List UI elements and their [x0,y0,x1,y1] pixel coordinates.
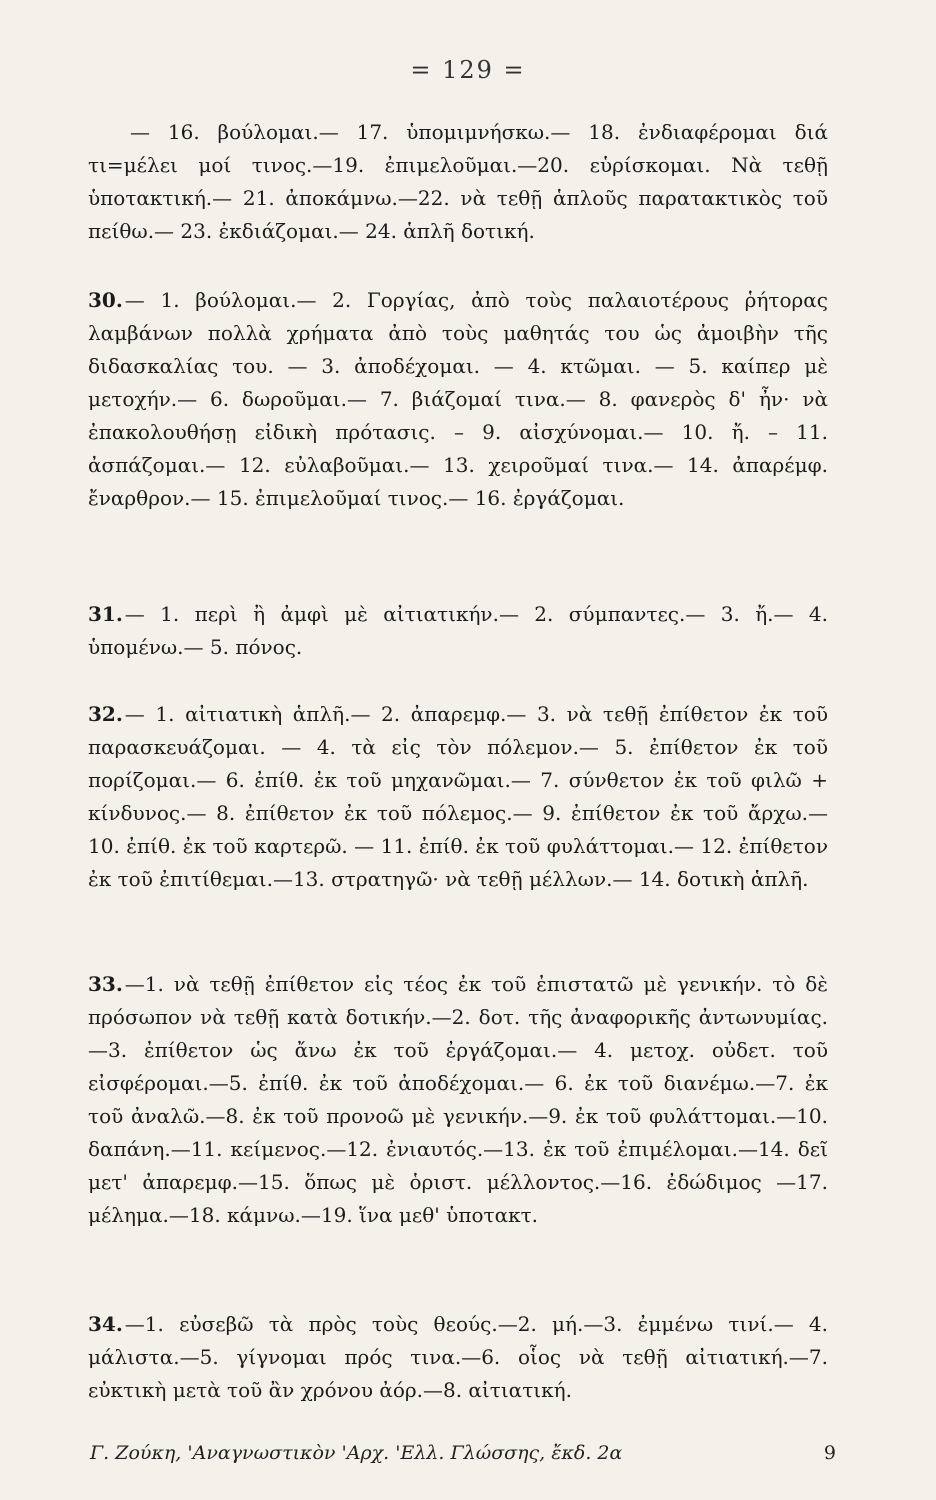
entry-text: —1. εὐσεβῶ τὰ πρὸς τοὺς θεούς.—2. μή.—3. ἐμμένω τινί.— 4. μάλιστα.—5. γίγνομαι πρός τινα.—6. οἷος νὰ τεθῇ αἰτιατική.—7. εὐκτικὴ μετὰ τοῦ ἂν χρόνου ἀόρ.—8. αἰτιατική. [88,1312,828,1402]
entry-continuation [88,116,828,248]
footer-citation: Γ. Ζούκη, 'Αναγνωστικὸν 'Αρχ. 'Ελλ. Γλώσσης, ἔκδ. 2α [90,1442,623,1464]
entry-text: — 1. περὶ ἢ ἀμφὶ μὲ αἰτιατικήν.— 2. σύμπαντες.— 3. ἤ.— 4. ὑπομένω.— 5. πόνος. [88,602,828,659]
entry-34 [88,1308,828,1407]
entry-text: —1. νὰ τεθῇ ἐπίθετον εἰς τέος ἐκ τοῦ ἐπιστατῶ μὲ γενικήν. τὸ δὲ πρόσωπον νὰ τεθῇ κατὰ δοτικήν.—2. δοτ. τῆς ἀναφορικῆς ἀντωνυμίας.—3. ἐπίθετον ὡς ἄνω ἐκ τοῦ ἐργάζομαι.— 4. μετοχ. οὐδετ. τοῦ εἰσφέρομαι.—5. ἐπίθ. ἐκ τοῦ ἀποδέχομαι.— 6. ἐκ τοῦ διανέμω.—7. ἐκ τοῦ ἀναλῶ.—8. ἐκ τοῦ προνοῶ μὲ γενικήν.—9. ἐκ τοῦ φυλάττομαι.—10. δαπάνη.—11. κείμενος.—12. ἐνιαυτός.—13. ἐκ τοῦ ἐπιμέλομαι.—14. δεῖ μετ' ἀπαρεμφ.—15. ὅπως μὲ ὁριστ. μέλλοντος.—16. ἐδώδιμος —17. μέλημα.—18. κάμνω.—19. ἵνα μεθ' ὑποτακτ. [88,972,828,1227]
entry-30 [88,284,828,515]
footer-signature: 9 [823,1442,836,1464]
entry-number: 32. [88,702,123,726]
entry-number: 30. [88,288,123,312]
page-number: = 129 = [410,56,526,84]
entry-number: 31. [88,602,123,626]
entry-text: — 1. βούλομαι.— 2. Γοργίας, ἀπὸ τοὺς παλαιοτέρους ῥήτορας λαμβάνων πολλὰ χρήματα ἀπὸ τοὺς μαθητάς του ὡς ἀμοιβὴν τῆς διδασκαλίας του. — 3. ἀποδέχομαι. — 4. κτῶμαι. — 5. καίπερ μὲ μετοχήν.— 6. δωροῦμαι.— 7. βιάζομαί τινα.— 8. φανερὸς δ' ἦν· νὰ ἐπακολουθήσῃ εἰδικὴ πρότασις. – 9. αἰσχύνομαι.— 10. ἤ. – 11. ἀσπάζομαι.— 12. εὐλαβοῦμαι.— 13. χειροῦμαί τινα.— 14. ἀπαρέμφ. ἔναρθρον.— 15. ἐπιμελοῦμαί τινος.— 16. ἐργάζομαι. [88,288,828,510]
entry-31 [88,598,828,664]
entry-text: — 16. βούλομαι.— 17. ὑπομιμνήσκω.— 18. ἐνδιαφέρομαι διά τι=μέλει μοί τινος.—19. ἐπιμελοῦμαι.—20. εὑρίσκομαι. Νὰ τεθῇ ὑποτακτική.— 21. ἀποκάμνω.—22. νὰ τεθῇ ἁπλοῦς παρατακτικὸς τοῦ πείθω.— 23. ἐκδιάζομαι.— 24. ἁπλῆ δοτική. [88,120,828,243]
entry-number: 33. [88,972,123,996]
entry-32 [88,698,828,896]
page-footer [90,1442,836,1464]
entry-text: — 1. αἰτιατικὴ ἁπλῆ.— 2. ἀπαρεμφ.— 3. νὰ τεθῇ ἐπίθετον ἐκ τοῦ παρασκευάζομαι. — 4. τὰ εἰς τὸν πόλεμον.— 5. ἐπίθετον ἐκ τοῦ πορίζομαι.— 6. ἐπίθ. ἐκ τοῦ μηχανῶμαι.— 7. σύνθετον ἐκ τοῦ φιλῶ + κίνδυνος.— 8. ἐπίθετον ἐκ τοῦ πόλεμος.— 9. ἐπίθετον ἐκ τοῦ ἄρχω.— 10. ἐπίθ. ἐκ τοῦ καρτερῶ. — 11. ἐπίθ. ἐκ τοῦ φυλάττομαι.— 12. ἐπίθετον ἐκ τοῦ ἐπιτίθεμαι.—13. στρατηγῶ· νὰ τεθῇ μέλλων.— 14. δοτικὴ ἁπλῆ. [88,702,828,891]
entry-number: 34. [88,1312,123,1336]
entry-33 [88,968,828,1232]
